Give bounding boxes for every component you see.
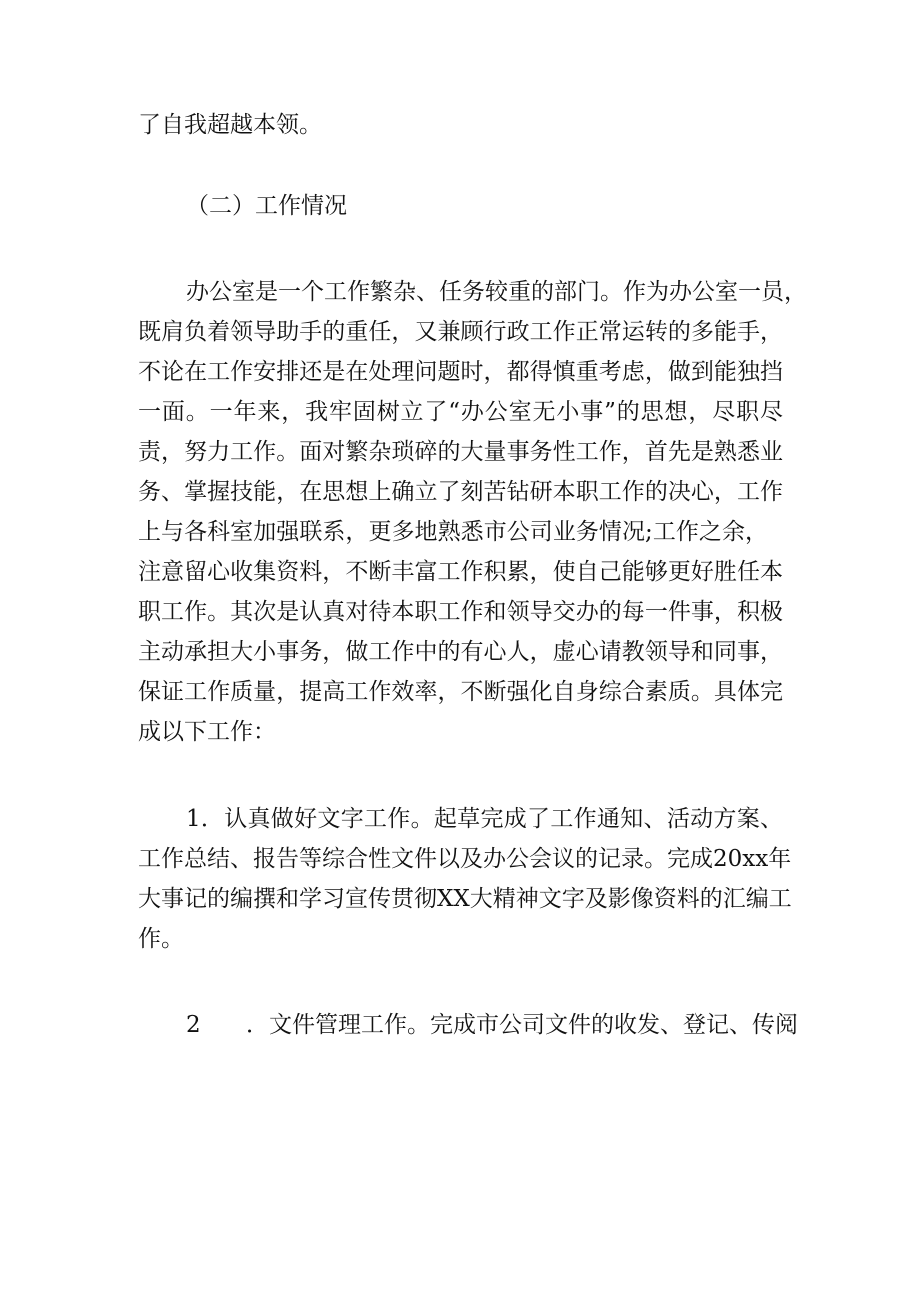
intro-tail-text: 了自我超越本领。 (138, 112, 322, 138)
list-item-line: 大事记的编撰和学习宣传贯彻XX大精神文字及影像资料的汇编工 (138, 886, 792, 912)
paragraph-line: 办公室是一个工作繁杂、任务较重的部门。作为办公室一员， (186, 279, 807, 305)
list-item-line: 作。 (138, 926, 184, 952)
list-item-line: 工作总结、报告等综合性文件以及办公会议的记录。完成20xx年 (138, 846, 792, 872)
paragraph-line: 上与各科室加强联系，更多地熟悉市公司业务情况;工作之余， (138, 519, 768, 545)
section-heading: （二）工作情况 (186, 193, 347, 219)
paragraph-line: 责，努力工作。面对繁杂琐碎的大量事务性工作，首先是熟悉业 (138, 439, 783, 465)
paragraph-line: 既肩负着领导助手的重任，又兼顾行政工作正常运转的多能手， (138, 319, 783, 345)
paragraph-line: 主动承担大小事务，做工作中的有心人，虚心请教领导和同事， (138, 639, 783, 665)
paragraph-line: 不论在工作安排还是在处理问题时，都得慎重考虑，做到能独挡 (138, 359, 783, 385)
paragraph-line: 一面。一年来，我牢固树立了“办公室无小事”的思想，尽职尽 (138, 399, 783, 425)
list-item-line: ．文件管理工作。完成市公司文件的收发、登记、传阅 (246, 1012, 798, 1038)
paragraph-line: 保证工作质量，提高工作效率，不断强化自身综合素质。具体完 (138, 679, 783, 705)
list-item-number: 2 (186, 1012, 201, 1038)
paragraph-line: 注意留心收集资料，不断丰富工作积累，使自己能够更好胜任本 (138, 559, 783, 585)
paragraph-line: 务、掌握技能，在思想上确立了刻苦钻研本职工作的决心，工作 (138, 479, 783, 505)
paragraph-line: 职工作。其次是认真对待本职工作和领导交办的每一件事，积极 (138, 599, 783, 625)
list-item-line: 1．认真做好文字工作。起草完成了工作通知、活动方案、 (186, 806, 783, 832)
paragraph-line: 成以下工作： (138, 719, 276, 745)
